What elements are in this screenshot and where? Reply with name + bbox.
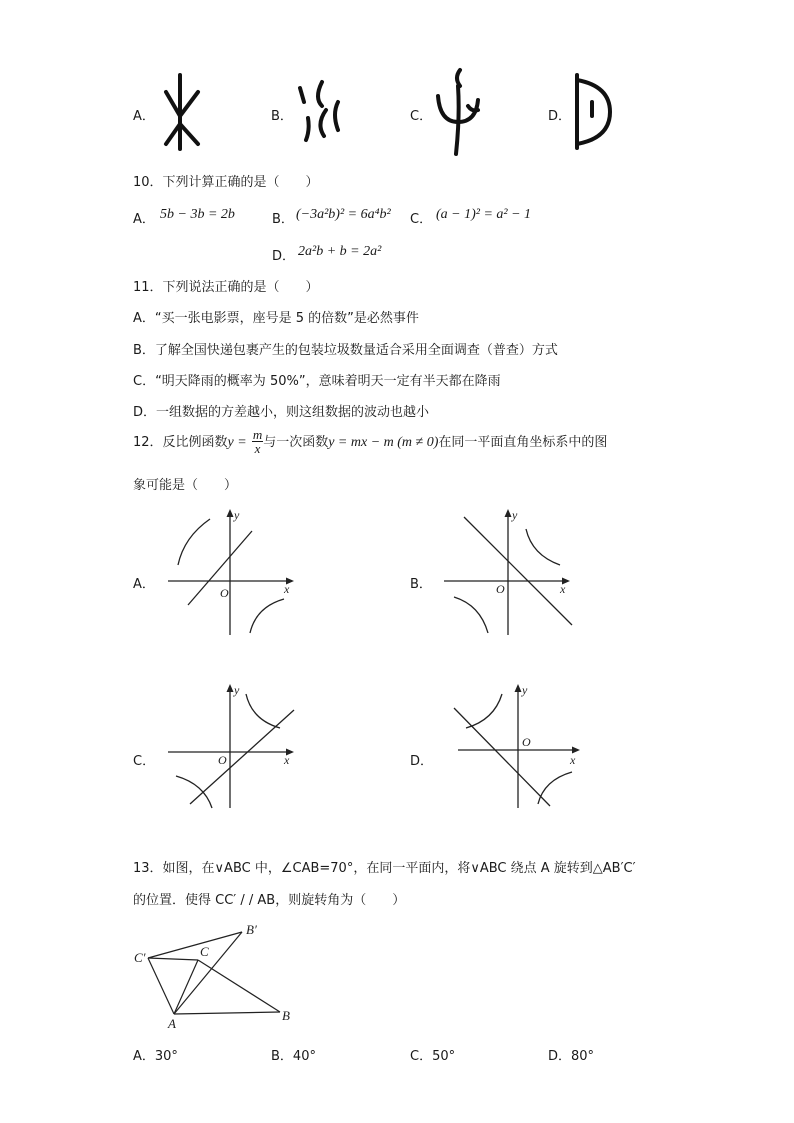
q9-glyph-a <box>158 72 206 152</box>
q12-option-b-label[interactable]: B． <box>410 577 432 592</box>
q13-point-b-label: B <box>282 1008 290 1023</box>
q12-fraction-denominator: x <box>254 441 261 456</box>
q13-point-c1-label: C′ <box>134 950 146 965</box>
q10-option-b-expr: (−3a²b)² = 6a⁴b² <box>296 207 391 222</box>
q10-option-d-expr: 2a²b + b = 2a² <box>298 244 382 259</box>
q13-segment-cb <box>198 960 280 1012</box>
q12-option-d-label[interactable]: D． <box>410 754 434 769</box>
q12-stem-suffix: 在同一平面直角坐标系中的图 <box>438 435 608 450</box>
q13-segment-c1c <box>148 958 198 960</box>
q9-glyph-c <box>434 66 484 158</box>
q12-graph-a-y-label: y <box>234 508 240 522</box>
q12-fraction-numerator: m <box>252 427 263 442</box>
q13-segment-c1b1 <box>148 932 242 958</box>
q12-graph-c[interactable] <box>160 680 300 815</box>
q12-stem-prefix: 12．反比例函数 <box>133 435 228 450</box>
q13-option-b[interactable]: B．40° <box>271 1049 316 1064</box>
q12-graph-b-y-label: y <box>512 508 518 522</box>
q12-graph-c-x-label: x <box>284 753 290 767</box>
q10-option-c-label[interactable]: C． <box>410 212 433 227</box>
q12-fraction <box>252 428 263 455</box>
q12-graph-a-x-label: x <box>284 582 290 596</box>
q9-option-b-label[interactable]: B． <box>271 109 293 124</box>
q12-linear-function: y = mx − m (m ≠ 0) <box>328 435 439 450</box>
q11-option-d[interactable]: D．一组数据的方差越小，则这组数据的波动也越小 <box>133 405 430 420</box>
q9-glyph-b <box>296 78 348 148</box>
q10-option-a-label[interactable]: A． <box>133 212 155 227</box>
q12-option-c-label[interactable]: C． <box>133 754 156 769</box>
q11-option-a[interactable]: A．“买一张电影票，座号是 5 的倍数”是必然事件 <box>133 311 419 326</box>
q13-stem-line2: 的位置．使得 CC′ / / AB，则旋转角为（ ） <box>133 893 406 908</box>
q12-y-eq: y = <box>227 435 247 450</box>
q13-segment-ab <box>174 1012 280 1014</box>
q12-stem-line2: 象可能是（ ） <box>133 478 238 493</box>
q12-graph-d-y-label: y <box>522 683 528 697</box>
q13-figure <box>130 920 300 1032</box>
q12-graph-d-origin: O <box>522 735 531 749</box>
q12-graph-b[interactable] <box>438 505 578 640</box>
q9-option-d-label[interactable]: D． <box>548 109 572 124</box>
q13-option-c[interactable]: C．50° <box>410 1049 456 1064</box>
q10-option-d-label[interactable]: D． <box>272 249 296 264</box>
q11-option-c[interactable]: C．“明天降雨的概率为 50%”，意味着明天一定有半天都在降雨 <box>133 374 501 389</box>
q9-option-a-label[interactable]: A． <box>133 109 155 124</box>
q12-stem-line1 <box>133 428 607 455</box>
q12-graph-a-origin: O <box>220 586 229 600</box>
q13-stem-line1: 13．如图，在∨ABC 中，∠CAB=70°，在同一平面内，将∨ABC 绕点 A 旋转到△AB′C′ <box>133 861 636 876</box>
q10-stem: 10．下列计算正确的是（ ） <box>133 175 319 190</box>
q13-point-c-label: C <box>200 944 209 959</box>
q12-stem-mid: 与一次函数 <box>263 435 329 450</box>
q12-graph-c-origin: O <box>218 753 227 767</box>
q12-graph-b-x-label: x <box>560 582 566 596</box>
q12-graph-c-y-label: y <box>234 683 240 697</box>
q12-graph-d-x-label: x <box>570 753 576 767</box>
q12-graph-d[interactable] <box>448 680 588 815</box>
q12-option-a-label[interactable]: A． <box>133 577 155 592</box>
q11-option-b[interactable]: B．了解全国快递包裹产生的包装垃圾数量适合采用全面调查（普查）方式 <box>133 343 558 358</box>
q9-option-c-label[interactable]: C． <box>410 109 433 124</box>
q10-option-b-label[interactable]: B． <box>272 212 294 227</box>
q11-stem: 11．下列说法正确的是（ ） <box>133 280 319 295</box>
q9-glyph-d <box>570 72 616 152</box>
q13-option-d[interactable]: D．80° <box>548 1049 595 1064</box>
q10-option-a-expr: 5b − 3b = 2b <box>160 207 235 222</box>
q13-point-a-label: A <box>168 1016 176 1031</box>
q13-option-a[interactable]: A．30° <box>133 1049 178 1064</box>
q13-point-b1-label: B′ <box>246 922 257 937</box>
q12-graph-a[interactable] <box>160 505 300 640</box>
q12-graph-b-origin: O <box>496 582 505 596</box>
q13-segment-ac <box>174 960 198 1014</box>
q13-segment-c1a <box>148 958 174 1014</box>
q10-option-c-expr: (a − 1)² = a² − 1 <box>436 207 532 222</box>
